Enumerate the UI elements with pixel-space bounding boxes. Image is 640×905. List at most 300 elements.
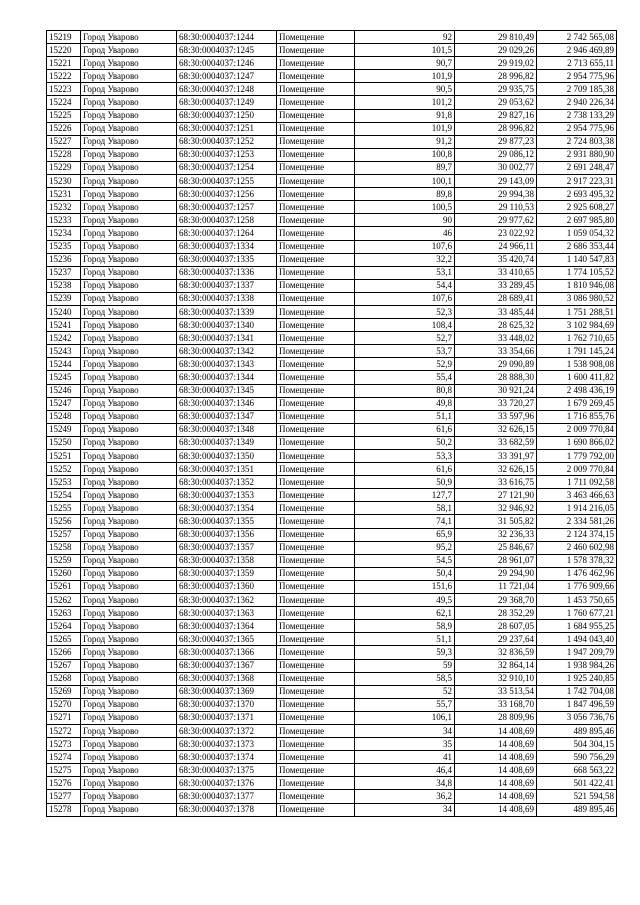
cadastral-value-cell: 1 947 209,79 bbox=[537, 646, 617, 659]
object-type-cell: Помещение bbox=[277, 96, 355, 109]
row-number-cell: 15239 bbox=[47, 292, 81, 305]
cadastral-value-cell: 1 810 946,08 bbox=[537, 279, 617, 292]
row-number-cell: 15260 bbox=[47, 567, 81, 580]
unit-value-cell: 14 408,69 bbox=[455, 777, 537, 790]
table-row bbox=[47, 253, 617, 266]
cadastral-number-cell: 68:30:0004037:1377 bbox=[177, 790, 277, 803]
locality-cell: Город Уварово bbox=[81, 659, 177, 672]
locality-cell: Город Уварово bbox=[81, 345, 177, 358]
area-cell: 34,8 bbox=[355, 777, 455, 790]
object-type-cell: Помещение bbox=[277, 122, 355, 135]
table-row bbox=[47, 594, 617, 607]
cadastral-value-cell: 1 476 462,96 bbox=[537, 567, 617, 580]
area-cell: 52 bbox=[355, 685, 455, 698]
table-row bbox=[47, 463, 617, 476]
locality-cell: Город Уварово bbox=[81, 502, 177, 515]
cadastral-number-cell: 68:30:0004037:1339 bbox=[177, 305, 277, 318]
unit-value-cell: 29 919,02 bbox=[455, 57, 537, 70]
cadastral-number-cell: 68:30:0004037:1368 bbox=[177, 672, 277, 685]
object-type-cell: Помещение bbox=[277, 188, 355, 201]
row-number-cell: 15233 bbox=[47, 214, 81, 227]
row-number-cell: 15253 bbox=[47, 476, 81, 489]
locality-cell: Город Уварово bbox=[81, 594, 177, 607]
row-number-cell: 15249 bbox=[47, 423, 81, 436]
table-row bbox=[47, 148, 617, 161]
object-type-cell: Помещение bbox=[277, 57, 355, 70]
table-row bbox=[47, 292, 617, 305]
cadastral-value-cell: 1 791 145,24 bbox=[537, 345, 617, 358]
object-type-cell: Помещение bbox=[277, 541, 355, 554]
cadastral-value-cell: 3 463 466,63 bbox=[537, 489, 617, 502]
cadastral-value-cell: 1 684 955,25 bbox=[537, 620, 617, 633]
area-cell: 34 bbox=[355, 803, 455, 816]
cadastral-number-cell: 68:30:0004037:1349 bbox=[177, 436, 277, 449]
unit-value-cell: 14 408,69 bbox=[455, 724, 537, 737]
locality-cell: Город Уварово bbox=[81, 161, 177, 174]
table-row bbox=[47, 70, 617, 83]
locality-cell: Город Уварово bbox=[81, 476, 177, 489]
cadastral-value-cell: 1 711 092,58 bbox=[537, 476, 617, 489]
cadastral-number-cell: 68:30:0004037:1345 bbox=[177, 384, 277, 397]
locality-cell: Город Уварово bbox=[81, 214, 177, 227]
unit-value-cell: 29 029,26 bbox=[455, 44, 537, 57]
object-type-cell: Помещение bbox=[277, 463, 355, 476]
row-number-cell: 15236 bbox=[47, 253, 81, 266]
area-cell: 36,2 bbox=[355, 790, 455, 803]
cadastral-number-cell: 68:30:0004037:1351 bbox=[177, 463, 277, 476]
row-number-cell: 15277 bbox=[47, 790, 81, 803]
row-number-cell: 15223 bbox=[47, 83, 81, 96]
cadastral-value-cell: 2 954 775,96 bbox=[537, 122, 617, 135]
table-row bbox=[47, 266, 617, 279]
table-row bbox=[47, 44, 617, 57]
area-cell: 34 bbox=[355, 724, 455, 737]
locality-cell: Город Уварово bbox=[81, 70, 177, 83]
cadastral-value-cell: 521 594,58 bbox=[537, 790, 617, 803]
object-type-cell: Помещение bbox=[277, 528, 355, 541]
unit-value-cell: 33 513,54 bbox=[455, 685, 537, 698]
area-cell: 52,7 bbox=[355, 332, 455, 345]
cadastral-number-cell: 68:30:0004037:1375 bbox=[177, 764, 277, 777]
area-cell: 101,9 bbox=[355, 70, 455, 83]
area-cell: 107,6 bbox=[355, 292, 455, 305]
object-type-cell: Помещение bbox=[277, 292, 355, 305]
row-number-cell: 15244 bbox=[47, 358, 81, 371]
object-type-cell: Помещение bbox=[277, 764, 355, 777]
cadastral-value-cell: 2 931 880,90 bbox=[537, 148, 617, 161]
cadastral-value-cell: 1 774 105,52 bbox=[537, 266, 617, 279]
area-cell: 53,1 bbox=[355, 266, 455, 279]
table-row bbox=[47, 423, 617, 436]
area-cell: 59,3 bbox=[355, 646, 455, 659]
object-type-cell: Помещение bbox=[277, 31, 355, 44]
cadastral-value-cell: 1 059 054,32 bbox=[537, 227, 617, 240]
table-row bbox=[47, 332, 617, 345]
unit-value-cell: 29 143,09 bbox=[455, 175, 537, 188]
unit-value-cell: 28 352,29 bbox=[455, 607, 537, 620]
locality-cell: Город Уварово bbox=[81, 803, 177, 816]
locality-cell: Город Уварово bbox=[81, 31, 177, 44]
area-cell: 65,9 bbox=[355, 528, 455, 541]
cadastral-value-cell: 2 709 185,38 bbox=[537, 83, 617, 96]
area-cell: 89,8 bbox=[355, 188, 455, 201]
cadastral-number-cell: 68:30:0004037:1356 bbox=[177, 528, 277, 541]
cadastral-number-cell: 68:30:0004037:1372 bbox=[177, 724, 277, 737]
object-type-cell: Помещение bbox=[277, 201, 355, 214]
unit-value-cell: 29 237,64 bbox=[455, 633, 537, 646]
cadastral-value-cell: 1 140 547,83 bbox=[537, 253, 617, 266]
cadastral-number-cell: 68:30:0004037:1248 bbox=[177, 83, 277, 96]
cadastral-number-cell: 68:30:0004037:1334 bbox=[177, 240, 277, 253]
unit-value-cell: 33 289,45 bbox=[455, 279, 537, 292]
object-type-cell: Помещение bbox=[277, 109, 355, 122]
object-type-cell: Помещение bbox=[277, 436, 355, 449]
area-cell: 95,2 bbox=[355, 541, 455, 554]
cadastral-value-cell: 1 938 984,26 bbox=[537, 659, 617, 672]
area-cell: 53,7 bbox=[355, 345, 455, 358]
locality-cell: Город Уварово bbox=[81, 371, 177, 384]
object-type-cell: Помещение bbox=[277, 135, 355, 148]
table-row bbox=[47, 279, 617, 292]
cadastral-number-cell: 68:30:0004037:1252 bbox=[177, 135, 277, 148]
table-row bbox=[47, 384, 617, 397]
locality-cell: Город Уварово bbox=[81, 122, 177, 135]
object-type-cell: Помещение bbox=[277, 751, 355, 764]
object-type-cell: Помещение bbox=[277, 646, 355, 659]
cadastral-number-cell: 68:30:0004037:1338 bbox=[177, 292, 277, 305]
cadastral-value-cell: 2 460 602,98 bbox=[537, 541, 617, 554]
unit-value-cell: 32 626,15 bbox=[455, 463, 537, 476]
row-number-cell: 15273 bbox=[47, 738, 81, 751]
locality-cell: Город Уварово bbox=[81, 567, 177, 580]
unit-value-cell: 32 864,14 bbox=[455, 659, 537, 672]
unit-value-cell: 28 996,82 bbox=[455, 122, 537, 135]
table-row bbox=[47, 410, 617, 423]
cadastral-value-cell: 2 686 353,44 bbox=[537, 240, 617, 253]
row-number-cell: 15259 bbox=[47, 554, 81, 567]
area-cell: 53,3 bbox=[355, 450, 455, 463]
row-number-cell: 15248 bbox=[47, 410, 81, 423]
table-row bbox=[47, 580, 617, 593]
cadastral-value-cell: 1 776 909,66 bbox=[537, 580, 617, 593]
area-cell: 100,8 bbox=[355, 148, 455, 161]
table-row bbox=[47, 515, 617, 528]
object-type-cell: Помещение bbox=[277, 554, 355, 567]
unit-value-cell: 11 721,04 bbox=[455, 580, 537, 593]
locality-cell: Город Уварово bbox=[81, 188, 177, 201]
object-type-cell: Помещение bbox=[277, 790, 355, 803]
table-row bbox=[47, 646, 617, 659]
locality-cell: Город Уварово bbox=[81, 175, 177, 188]
cadastral-value-cell: 1 914 216,05 bbox=[537, 502, 617, 515]
table-row bbox=[47, 489, 617, 502]
locality-cell: Город Уварово bbox=[81, 332, 177, 345]
row-number-cell: 15264 bbox=[47, 620, 81, 633]
area-cell: 100,5 bbox=[355, 201, 455, 214]
row-number-cell: 15271 bbox=[47, 711, 81, 724]
cadastral-number-cell: 68:30:0004037:1371 bbox=[177, 711, 277, 724]
cadastral-value-cell: 2 954 775,96 bbox=[537, 70, 617, 83]
area-cell: 101,5 bbox=[355, 44, 455, 57]
unit-value-cell: 28 888,30 bbox=[455, 371, 537, 384]
unit-value-cell: 14 408,69 bbox=[455, 751, 537, 764]
unit-value-cell: 32 836,59 bbox=[455, 646, 537, 659]
row-number-cell: 15262 bbox=[47, 594, 81, 607]
locality-cell: Город Уварово bbox=[81, 358, 177, 371]
cadastral-value-cell: 2 334 581,26 bbox=[537, 515, 617, 528]
area-cell: 50,2 bbox=[355, 436, 455, 449]
cadastral-value-cell: 2 691 248,47 bbox=[537, 161, 617, 174]
area-cell: 55,7 bbox=[355, 698, 455, 711]
row-number-cell: 15270 bbox=[47, 698, 81, 711]
table-row bbox=[47, 305, 617, 318]
unit-value-cell: 29 053,62 bbox=[455, 96, 537, 109]
locality-cell: Город Уварово bbox=[81, 528, 177, 541]
object-type-cell: Помещение bbox=[277, 397, 355, 410]
object-type-cell: Помещение bbox=[277, 777, 355, 790]
area-cell: 90 bbox=[355, 214, 455, 227]
object-type-cell: Помещение bbox=[277, 175, 355, 188]
cadastral-value-cell: 1 538 908,08 bbox=[537, 358, 617, 371]
cadastral-number-cell: 68:30:0004037:1258 bbox=[177, 214, 277, 227]
area-cell: 90,5 bbox=[355, 83, 455, 96]
cadastral-value-cell: 1 679 269,45 bbox=[537, 397, 617, 410]
area-cell: 49,5 bbox=[355, 594, 455, 607]
unit-value-cell: 30 002,77 bbox=[455, 161, 537, 174]
cadastral-value-cell: 3 056 736,76 bbox=[537, 711, 617, 724]
unit-value-cell: 33 720,27 bbox=[455, 397, 537, 410]
cadastral-value-cell: 2 009 770,84 bbox=[537, 423, 617, 436]
table-row bbox=[47, 240, 617, 253]
unit-value-cell: 29 368,70 bbox=[455, 594, 537, 607]
unit-value-cell: 31 505,82 bbox=[455, 515, 537, 528]
object-type-cell: Помещение bbox=[277, 332, 355, 345]
row-number-cell: 15238 bbox=[47, 279, 81, 292]
object-type-cell: Помещение bbox=[277, 227, 355, 240]
unit-value-cell: 32 946,92 bbox=[455, 502, 537, 515]
unit-value-cell: 29 294,90 bbox=[455, 567, 537, 580]
object-type-cell: Помещение bbox=[277, 70, 355, 83]
table-row bbox=[47, 345, 617, 358]
table-row bbox=[47, 57, 617, 70]
unit-value-cell: 33 391,97 bbox=[455, 450, 537, 463]
cadastral-value-cell: 668 563,22 bbox=[537, 764, 617, 777]
area-cell: 151,6 bbox=[355, 580, 455, 593]
table-row bbox=[47, 188, 617, 201]
unit-value-cell: 33 682,59 bbox=[455, 436, 537, 449]
cadastral-number-cell: 68:30:0004037:1255 bbox=[177, 175, 277, 188]
row-number-cell: 15257 bbox=[47, 528, 81, 541]
row-number-cell: 15275 bbox=[47, 764, 81, 777]
area-cell: 80,8 bbox=[355, 384, 455, 397]
row-number-cell: 15278 bbox=[47, 803, 81, 816]
area-cell: 61,6 bbox=[355, 463, 455, 476]
unit-value-cell: 27 121,90 bbox=[455, 489, 537, 502]
table-row bbox=[47, 175, 617, 188]
cadastral-number-cell: 68:30:0004037:1363 bbox=[177, 607, 277, 620]
cadastral-value-cell: 2 713 655,11 bbox=[537, 57, 617, 70]
object-type-cell: Помещение bbox=[277, 698, 355, 711]
unit-value-cell: 23 022,92 bbox=[455, 227, 537, 240]
cadastral-number-cell: 68:30:0004037:1370 bbox=[177, 698, 277, 711]
cadastral-number-cell: 68:30:0004037:1256 bbox=[177, 188, 277, 201]
table-row bbox=[47, 436, 617, 449]
locality-cell: Город Уварово bbox=[81, 463, 177, 476]
cadastral-value-cell: 2 925 608,27 bbox=[537, 201, 617, 214]
locality-cell: Город Уварово bbox=[81, 685, 177, 698]
locality-cell: Город Уварово bbox=[81, 292, 177, 305]
cadastral-number-cell: 68:30:0004037:1343 bbox=[177, 358, 277, 371]
cadastral-value-cell: 1 925 240,85 bbox=[537, 672, 617, 685]
row-number-cell: 15234 bbox=[47, 227, 81, 240]
row-number-cell: 15227 bbox=[47, 135, 81, 148]
cadastral-number-cell: 68:30:0004037:1374 bbox=[177, 751, 277, 764]
area-cell: 58,5 bbox=[355, 672, 455, 685]
row-number-cell: 15240 bbox=[47, 305, 81, 318]
locality-cell: Город Уварово bbox=[81, 319, 177, 332]
cadastral-number-cell: 68:30:0004037:1357 bbox=[177, 541, 277, 554]
area-cell: 49,8 bbox=[355, 397, 455, 410]
cadastral-value-cell: 504 304,15 bbox=[537, 738, 617, 751]
object-type-cell: Помещение bbox=[277, 423, 355, 436]
cadastral-value-cell: 2 124 374,15 bbox=[537, 528, 617, 541]
locality-cell: Город Уварово bbox=[81, 672, 177, 685]
row-number-cell: 15222 bbox=[47, 70, 81, 83]
area-cell: 32,2 bbox=[355, 253, 455, 266]
table-row bbox=[47, 672, 617, 685]
area-cell: 54,5 bbox=[355, 554, 455, 567]
unit-value-cell: 33 616,75 bbox=[455, 476, 537, 489]
cadastral-number-cell: 68:30:0004037:1353 bbox=[177, 489, 277, 502]
table-row bbox=[47, 96, 617, 109]
area-cell: 41 bbox=[355, 751, 455, 764]
unit-value-cell: 28 689,41 bbox=[455, 292, 537, 305]
cadastral-number-cell: 68:30:0004037:1257 bbox=[177, 201, 277, 214]
table-row bbox=[47, 554, 617, 567]
unit-value-cell: 29 090,89 bbox=[455, 358, 537, 371]
cadastral-number-cell: 68:30:0004037:1335 bbox=[177, 253, 277, 266]
table-row bbox=[47, 738, 617, 751]
locality-cell: Город Уварово bbox=[81, 96, 177, 109]
row-number-cell: 15258 bbox=[47, 541, 81, 554]
table-row bbox=[47, 711, 617, 724]
locality-cell: Город Уварово bbox=[81, 410, 177, 423]
cadastral-value-cell: 1 742 704,08 bbox=[537, 685, 617, 698]
locality-cell: Город Уварово bbox=[81, 109, 177, 122]
area-cell: 108,4 bbox=[355, 319, 455, 332]
cadastral-value-cell: 489 895,46 bbox=[537, 803, 617, 816]
object-type-cell: Помещение bbox=[277, 659, 355, 672]
object-type-cell: Помещение bbox=[277, 594, 355, 607]
table-row bbox=[47, 724, 617, 737]
area-cell: 51,1 bbox=[355, 633, 455, 646]
cadastral-value-cell: 2 724 803,38 bbox=[537, 135, 617, 148]
object-type-cell: Помещение bbox=[277, 305, 355, 318]
locality-cell: Город Уварово bbox=[81, 698, 177, 711]
cadastral-value-cell: 1 847 496,59 bbox=[537, 698, 617, 711]
area-cell: 106,1 bbox=[355, 711, 455, 724]
locality-cell: Город Уварово bbox=[81, 57, 177, 70]
locality-cell: Город Уварово bbox=[81, 738, 177, 751]
cadastral-number-cell: 68:30:0004037:1355 bbox=[177, 515, 277, 528]
row-number-cell: 15255 bbox=[47, 502, 81, 515]
locality-cell: Город Уварово bbox=[81, 777, 177, 790]
row-number-cell: 15276 bbox=[47, 777, 81, 790]
cadastral-number-cell: 68:30:0004037:1250 bbox=[177, 109, 277, 122]
row-number-cell: 15265 bbox=[47, 633, 81, 646]
unit-value-cell: 28 809,96 bbox=[455, 711, 537, 724]
area-cell: 50,4 bbox=[355, 567, 455, 580]
cadastral-value-cell: 1 453 750,65 bbox=[537, 594, 617, 607]
unit-value-cell: 29 810,49 bbox=[455, 31, 537, 44]
table-row bbox=[47, 764, 617, 777]
locality-cell: Город Уварово bbox=[81, 148, 177, 161]
unit-value-cell: 28 996,82 bbox=[455, 70, 537, 83]
unit-value-cell: 32 236,33 bbox=[455, 528, 537, 541]
row-number-cell: 15237 bbox=[47, 266, 81, 279]
row-number-cell: 15263 bbox=[47, 607, 81, 620]
cadastral-number-cell: 68:30:0004037:1341 bbox=[177, 332, 277, 345]
locality-cell: Город Уварово bbox=[81, 83, 177, 96]
table-row bbox=[47, 227, 617, 240]
locality-cell: Город Уварово bbox=[81, 227, 177, 240]
area-cell: 46 bbox=[355, 227, 455, 240]
row-number-cell: 15232 bbox=[47, 201, 81, 214]
locality-cell: Город Уварово bbox=[81, 201, 177, 214]
cadastral-value-cell: 2 697 985,80 bbox=[537, 214, 617, 227]
table-row bbox=[47, 319, 617, 332]
unit-value-cell: 33 354,66 bbox=[455, 345, 537, 358]
area-cell: 35 bbox=[355, 738, 455, 751]
table-row bbox=[47, 201, 617, 214]
cadastral-value-cell: 1 690 866,02 bbox=[537, 436, 617, 449]
cadastral-number-cell: 68:30:0004037:1364 bbox=[177, 620, 277, 633]
unit-value-cell: 33 410,65 bbox=[455, 266, 537, 279]
cadastral-number-cell: 68:30:0004037:1347 bbox=[177, 410, 277, 423]
row-number-cell: 15224 bbox=[47, 96, 81, 109]
unit-value-cell: 29 110,53 bbox=[455, 201, 537, 214]
table-row bbox=[47, 790, 617, 803]
object-type-cell: Помещение bbox=[277, 410, 355, 423]
row-number-cell: 15242 bbox=[47, 332, 81, 345]
cadastral-number-cell: 68:30:0004037:1358 bbox=[177, 554, 277, 567]
area-cell: 74,1 bbox=[355, 515, 455, 528]
row-number-cell: 15256 bbox=[47, 515, 81, 528]
object-type-cell: Помещение bbox=[277, 148, 355, 161]
unit-value-cell: 29 994,38 bbox=[455, 188, 537, 201]
unit-value-cell: 25 846,67 bbox=[455, 541, 537, 554]
table-row bbox=[47, 541, 617, 554]
object-type-cell: Помещение bbox=[277, 803, 355, 816]
area-cell: 52,9 bbox=[355, 358, 455, 371]
cadastral-number-cell: 68:30:0004037:1367 bbox=[177, 659, 277, 672]
cadastral-number-cell: 68:30:0004037:1352 bbox=[177, 476, 277, 489]
cadastral-number-cell: 68:30:0004037:1359 bbox=[177, 567, 277, 580]
property-table bbox=[46, 30, 617, 817]
cadastral-value-cell: 1 762 710,65 bbox=[537, 332, 617, 345]
locality-cell: Город Уварово bbox=[81, 44, 177, 57]
cadastral-number-cell: 68:30:0004037:1336 bbox=[177, 266, 277, 279]
row-number-cell: 15251 bbox=[47, 450, 81, 463]
unit-value-cell: 14 408,69 bbox=[455, 764, 537, 777]
row-number-cell: 15247 bbox=[47, 397, 81, 410]
object-type-cell: Помещение bbox=[277, 489, 355, 502]
locality-cell: Город Уварово bbox=[81, 266, 177, 279]
row-number-cell: 15252 bbox=[47, 463, 81, 476]
area-cell: 54,4 bbox=[355, 279, 455, 292]
unit-value-cell: 29 086,12 bbox=[455, 148, 537, 161]
unit-value-cell: 24 966,11 bbox=[455, 240, 537, 253]
